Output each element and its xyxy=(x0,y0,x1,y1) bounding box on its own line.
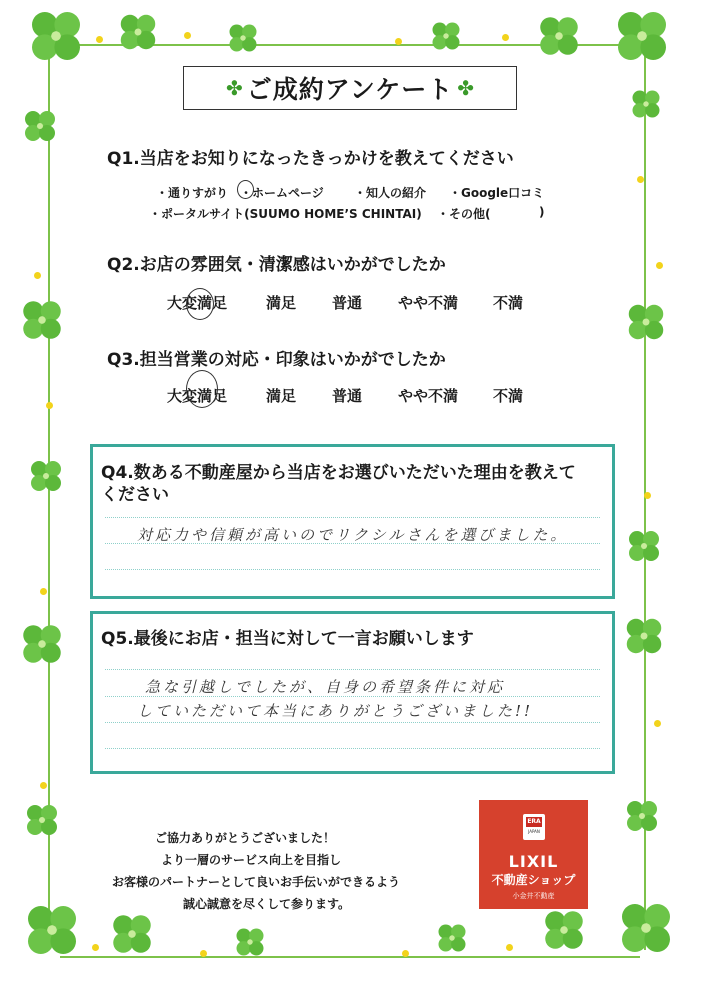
q2-question: Q2.お店の雰囲気・清潔感はいかがでしたか xyxy=(107,255,446,275)
clover-decoration xyxy=(232,924,268,960)
selection-circle xyxy=(237,180,254,199)
q2-rating-very-satisfied[interactable]: 大変満足 xyxy=(167,294,228,312)
clover-decoration xyxy=(622,614,666,658)
ruled-line xyxy=(105,569,600,570)
clover-decoration xyxy=(18,296,66,344)
era-badge xyxy=(523,814,545,840)
clover-decoration xyxy=(26,456,66,496)
q5-handwritten-answer-line1: 急な引越しでしたが、自身の希望条件に対応 xyxy=(145,678,506,696)
clover-decoration xyxy=(26,6,86,66)
clover-decoration xyxy=(535,12,583,60)
q1-option-walkby[interactable]: ・通りすがり xyxy=(156,186,229,200)
ruled-line xyxy=(105,517,600,518)
yellow-dot xyxy=(502,34,509,41)
clover-decoration xyxy=(540,906,588,954)
clover-decoration xyxy=(628,86,664,122)
clover-decoration xyxy=(428,18,464,54)
q3-question: Q3.担当営業の対応・印象はいかがでしたか xyxy=(107,350,446,370)
clover-decoration xyxy=(116,10,160,54)
clover-decoration xyxy=(20,106,60,146)
clover-decoration xyxy=(616,898,676,958)
q3-rating-satisfied[interactable]: 満足 xyxy=(266,387,297,405)
yellow-dot xyxy=(96,36,103,43)
q5-question: Q5.最後にお店・担当に対して一言お願いします xyxy=(101,629,474,649)
q4-answer-box xyxy=(90,444,615,599)
yellow-dot xyxy=(40,588,47,595)
q2-rating-neutral[interactable]: 普通 xyxy=(332,294,363,312)
yellow-dot xyxy=(402,950,409,957)
logo-store-name: 小金井不動産 xyxy=(512,892,555,900)
clover-decoration xyxy=(18,620,66,668)
yellow-dot xyxy=(654,720,661,727)
yellow-dot xyxy=(506,944,513,951)
yellow-dot xyxy=(34,272,41,279)
q3-rating-somewhat-dissatisfied[interactable]: やや不満 xyxy=(398,387,459,405)
clover-decoration xyxy=(624,526,664,566)
q1-option-google[interactable]: ・Google口コミ xyxy=(449,186,545,200)
q4-handwritten-answer: 対応力や信頼が高いのでリクシルさんを選びました。 xyxy=(137,526,569,544)
q2-rating-satisfied[interactable]: 満足 xyxy=(266,294,297,312)
q1-question: Q1.当店をお知りになったきっかけを教えてください xyxy=(107,149,514,169)
q1-option-portal[interactable]: ・ポータルサイト(SUUMO HOME’S CHINTAI) xyxy=(149,207,422,221)
clover-decoration xyxy=(624,300,668,344)
era-logo-text: ERA xyxy=(527,818,541,825)
q3-rating-very-satisfied[interactable]: 大変満足 xyxy=(167,387,228,405)
clover-decoration xyxy=(225,20,261,56)
clover-decoration xyxy=(22,900,82,960)
survey-title-box xyxy=(183,66,517,110)
yellow-dot xyxy=(92,944,99,951)
ruled-line xyxy=(105,748,600,749)
clover-icon: ✤ xyxy=(225,76,243,100)
closing-line-2: より一層のサービス向上を目指し xyxy=(161,853,342,867)
lixil-shop-logo xyxy=(479,800,588,909)
clover-decoration xyxy=(622,796,662,836)
yellow-dot xyxy=(46,402,53,409)
q1-option-other-close: ) xyxy=(539,205,545,219)
closing-line-1: ご協力ありがとうございました！ xyxy=(155,831,336,845)
clover-decoration xyxy=(434,920,470,956)
q4-question-line1: Q4.数ある不動産屋から当店をお選びいただいた理由を教えて xyxy=(101,463,576,483)
clover-decoration xyxy=(612,6,672,66)
q3-rating-neutral[interactable]: 普通 xyxy=(332,387,363,405)
q2-rating-dissatisfied[interactable]: 不満 xyxy=(493,294,524,312)
q5-handwritten-answer-line2: していただいて本当にありがとうございました!! xyxy=(137,702,534,720)
selection-circle xyxy=(186,370,218,408)
yellow-dot xyxy=(184,32,191,39)
closing-line-3: お客様のパートナーとして良いお手伝いができるよう xyxy=(112,875,401,889)
clover-decoration xyxy=(108,910,156,958)
q4-question-line2: ください xyxy=(101,485,169,505)
q1-option-other[interactable]: ・その他( xyxy=(437,207,491,221)
clover-decoration xyxy=(22,800,62,840)
clover-icon: ✤ xyxy=(457,76,475,100)
ruled-line xyxy=(105,669,600,670)
yellow-dot xyxy=(656,262,663,269)
survey-title: ご成約アンケート xyxy=(246,75,454,104)
era-sub-text: JAPAN xyxy=(528,829,540,834)
yellow-dot xyxy=(644,492,651,499)
yellow-dot xyxy=(395,38,402,45)
ruled-line xyxy=(105,722,600,723)
q1-option-referral[interactable]: ・知人の紹介 xyxy=(354,186,427,200)
yellow-dot xyxy=(200,950,207,957)
selection-circle xyxy=(186,288,214,320)
q1-option-homepage[interactable]: ・ホームページ xyxy=(240,186,324,200)
closing-line-4: 誠心誠意を尽くして参ります。 xyxy=(183,897,351,911)
logo-brand: LIXIL xyxy=(508,852,559,871)
logo-shop-name: 不動産ショップ xyxy=(491,873,576,887)
yellow-dot xyxy=(40,782,47,789)
q2-rating-somewhat-dissatisfied[interactable]: やや不満 xyxy=(398,294,459,312)
q5-answer-box xyxy=(90,611,615,774)
yellow-dot xyxy=(637,176,644,183)
q3-rating-dissatisfied[interactable]: 不満 xyxy=(493,387,524,405)
